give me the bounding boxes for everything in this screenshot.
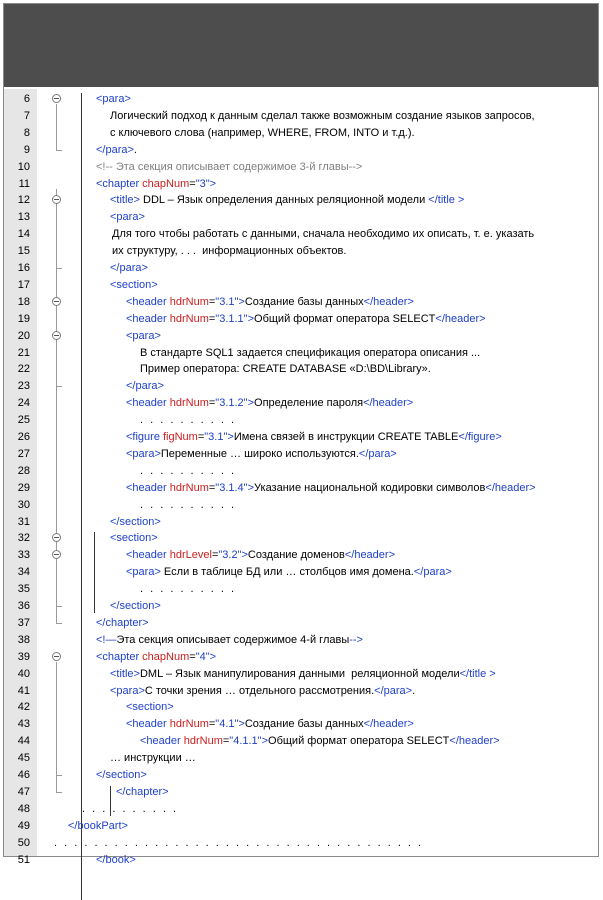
code-text — [96, 142, 137, 159]
line-number: 20 — [17, 329, 30, 342]
code-line[interactable] — [4, 716, 598, 733]
line-number: 9 — [23, 143, 30, 156]
token: <header — [140, 735, 184, 748]
token: chapNum — [142, 650, 190, 663]
line-number: 17 — [17, 278, 30, 291]
line-number: 13 — [17, 211, 30, 224]
code-line[interactable] — [4, 852, 598, 869]
code-text — [54, 835, 423, 852]
token: <para> — [126, 566, 161, 579]
code-text — [126, 311, 486, 328]
token: <section> — [110, 532, 158, 545]
line-number: 45 — [17, 752, 30, 765]
line-number: 49 — [17, 819, 30, 832]
token: . — [412, 684, 416, 697]
code-text — [96, 176, 216, 193]
line-number: 23 — [17, 380, 30, 393]
code-line[interactable] — [4, 649, 598, 666]
line-number: 46 — [17, 769, 30, 781]
code-line[interactable] — [4, 632, 598, 649]
code-line[interactable] — [4, 311, 598, 328]
line-number: 6 — [23, 93, 30, 105]
token: > — [238, 295, 245, 308]
token: </header> — [363, 295, 414, 308]
code-line[interactable] — [4, 429, 598, 446]
code-line[interactable] — [4, 192, 598, 209]
code-line[interactable] — [4, 243, 598, 260]
token: > — [247, 481, 255, 494]
code-text — [140, 581, 236, 598]
token: = — [208, 397, 216, 410]
token: <section> — [110, 278, 158, 291]
code-line[interactable] — [4, 733, 598, 750]
token: figNum — [163, 431, 198, 443]
code-text — [126, 395, 413, 412]
code-line[interactable] — [4, 615, 598, 632]
code-line[interactable] — [4, 395, 598, 412]
token: </para> — [413, 566, 452, 579]
token: = — [211, 549, 219, 562]
token: их структуру, . . . информационных объектов. — [112, 245, 347, 258]
code-line[interactable] — [4, 480, 598, 497]
token: </para> — [374, 684, 413, 697]
line-number: 32 — [17, 532, 30, 545]
token: = — [189, 650, 196, 663]
token: > — [247, 397, 255, 410]
token: Имена связей в инструкции CREATE TABLE — [233, 431, 459, 443]
token: <header — [126, 481, 170, 494]
code-editor[interactable] — [4, 89, 598, 866]
code-line[interactable] — [4, 226, 598, 243]
code-text — [116, 784, 169, 801]
line-number: 40 — [17, 667, 30, 680]
code-line[interactable] — [4, 378, 598, 395]
code-text — [110, 530, 158, 547]
code-line[interactable] — [4, 835, 598, 852]
token: hdrNum — [169, 295, 209, 308]
code-text — [140, 361, 431, 378]
token: <!-- Эта секция описывает содержимое 3-й главы--> — [96, 160, 363, 173]
line-number: 25 — [17, 414, 30, 427]
code-text — [126, 480, 536, 497]
token: > — [209, 177, 217, 190]
token: "4.1.1" — [229, 735, 262, 748]
code-text — [96, 159, 362, 176]
token: </header> — [344, 549, 395, 562]
code-text — [126, 446, 397, 463]
line-number: 26 — [17, 431, 30, 443]
line-number: 22 — [17, 363, 30, 376]
code-text — [126, 378, 164, 395]
token: Общий формат оператора SELECT — [268, 735, 450, 748]
code-text — [140, 733, 500, 750]
token: <para> — [126, 329, 161, 342]
code-line[interactable] — [4, 209, 598, 226]
token: <chapter — [96, 650, 143, 663]
token: </header> — [485, 481, 536, 494]
line-number: 19 — [17, 312, 30, 325]
token: Создание базы данных — [244, 718, 364, 731]
token: --> — [349, 633, 363, 646]
line-number: 34 — [17, 566, 30, 579]
token: <figure — [126, 431, 163, 443]
line-number: 27 — [17, 447, 30, 460]
token: <para> — [110, 684, 145, 697]
token: Указание национальной кодировки символов — [254, 481, 486, 494]
token: hdrNum — [169, 397, 209, 410]
code-line[interactable] — [4, 260, 598, 277]
code-line[interactable] — [4, 345, 598, 362]
code-line[interactable] — [4, 361, 598, 378]
token: <title> — [110, 667, 140, 680]
token: hdrLevel — [169, 549, 212, 562]
token: Переменные … широко используются. — [160, 447, 359, 460]
token: hdrNum — [169, 481, 209, 494]
code-line[interactable] — [4, 750, 598, 767]
token: </para> — [358, 447, 397, 460]
token: </para> — [126, 380, 164, 393]
token: <header — [126, 397, 170, 410]
line-number: 18 — [17, 295, 30, 308]
line-number: 43 — [17, 718, 30, 731]
code-text — [110, 277, 158, 294]
code-line[interactable] — [4, 818, 598, 835]
editor-window — [3, 3, 599, 866]
line-number: 28 — [17, 464, 30, 477]
token: > — [241, 549, 248, 562]
code-line[interactable] — [4, 767, 598, 784]
line-number: 8 — [23, 126, 30, 139]
line-number: 30 — [17, 498, 30, 511]
token: </chapter> — [116, 785, 169, 798]
line-number: 31 — [17, 515, 30, 528]
token: . — [133, 143, 137, 156]
code-text — [126, 429, 502, 446]
code-text — [110, 666, 496, 683]
code-text — [126, 547, 395, 564]
token: </chapter> — [96, 616, 149, 629]
token: Эта секция описывает содержимое 4-й главы — [116, 633, 350, 646]
code-line[interactable] — [4, 412, 598, 429]
code-line[interactable] — [4, 91, 598, 108]
token: <header — [126, 312, 170, 325]
token: . . . . . . . . . . — [140, 583, 237, 596]
line-number: 10 — [17, 160, 30, 173]
token: </title > — [459, 667, 496, 680]
line-number: 12 — [17, 194, 30, 207]
code-text — [140, 497, 236, 514]
line-number: 15 — [17, 245, 30, 258]
line-number: 33 — [17, 549, 30, 562]
code-text — [140, 345, 480, 362]
line-number: 42 — [17, 701, 30, 714]
line-number: 7 — [23, 109, 30, 122]
token: </figure> — [458, 431, 502, 443]
token: В стандарте SQL1 задается спецификация оператора описания ... — [140, 346, 481, 359]
token: </header> — [435, 312, 486, 325]
line-number: 35 — [17, 583, 30, 596]
token: <title> — [110, 194, 140, 207]
token: "3.1.4" — [215, 481, 248, 494]
code-line[interactable] — [4, 446, 598, 463]
token: с ключевого слова (например, WHERE, FROM, INTO и т.д.). — [110, 126, 415, 139]
code-line[interactable] — [4, 581, 598, 598]
token: hdrNum — [169, 718, 209, 731]
token: Определение пароля — [254, 397, 364, 410]
token: Пример оператора: CREATE DATABASE «D:\BD\Library». — [140, 363, 431, 376]
top-bar — [4, 4, 598, 87]
code-line[interactable] — [4, 683, 598, 700]
token: "3.1.1" — [215, 312, 248, 325]
code-text — [126, 699, 174, 716]
token: > — [238, 718, 245, 731]
line-number: 38 — [17, 633, 30, 646]
token: = — [208, 481, 216, 494]
code-text — [140, 412, 236, 429]
token: = — [197, 431, 205, 443]
token: . . . . . . . . . . — [140, 414, 237, 427]
code-line[interactable] — [4, 277, 598, 294]
code-text — [110, 598, 161, 615]
code-text — [96, 649, 216, 666]
token: С точки зрения … отдельного рассмотрения. — [144, 684, 375, 697]
token: "3.1.2" — [215, 397, 248, 410]
token: "3.1" — [215, 295, 239, 308]
code-text — [110, 108, 535, 125]
token: = — [208, 718, 216, 731]
token: </section> — [110, 600, 161, 612]
token: DDL – Язык определения данных реляционной модели — [139, 194, 429, 207]
code-text — [110, 192, 464, 209]
token: <chapter — [96, 177, 143, 190]
code-line[interactable] — [4, 530, 598, 547]
token: <para> — [126, 447, 161, 460]
token: <para> — [96, 93, 131, 105]
code-text — [110, 683, 415, 700]
code-line[interactable] — [4, 801, 598, 818]
code-text — [96, 615, 149, 632]
token: <!— — [96, 633, 117, 646]
token: … инструкции … — [110, 752, 196, 765]
token: Если в таблице БД или … столбцов имя домена. — [160, 566, 414, 579]
line-number: 51 — [17, 853, 30, 866]
code-line[interactable] — [4, 784, 598, 801]
code-text — [96, 632, 363, 649]
token: </title > — [428, 194, 465, 207]
code-text — [112, 243, 346, 260]
code-text — [96, 767, 147, 784]
code-text — [126, 716, 414, 733]
token: chapNum — [142, 177, 190, 190]
line-number: 47 — [17, 785, 30, 798]
token: "4.1" — [215, 718, 239, 731]
token: </header> — [449, 735, 500, 748]
code-line[interactable] — [4, 142, 598, 159]
code-line[interactable] — [4, 159, 598, 176]
line-number: 39 — [17, 650, 30, 663]
code-line[interactable] — [4, 463, 598, 480]
token: = — [222, 735, 230, 748]
token: </section> — [110, 515, 161, 528]
code-line[interactable] — [4, 108, 598, 125]
code-line[interactable] — [4, 176, 598, 193]
token: <header — [126, 549, 170, 562]
token: </book> — [96, 853, 136, 866]
code-text — [68, 818, 128, 835]
code-line[interactable] — [4, 328, 598, 345]
line-number: 41 — [17, 684, 30, 697]
token: <para> — [110, 211, 145, 224]
token: hdrNum — [183, 735, 223, 748]
token: . . . . . . . . . . . . . . . . . . . . . . . . . . . . . . . . . . . . . — [54, 836, 424, 849]
code-text — [110, 750, 196, 767]
token: Общий формат оператора SELECT — [254, 312, 436, 325]
token: > — [227, 431, 234, 443]
code-text — [126, 294, 414, 311]
code-text — [82, 801, 178, 818]
token: = — [208, 295, 216, 308]
token: = — [189, 177, 196, 190]
token: . . . . . . . . . . — [140, 498, 237, 511]
line-number: 50 — [17, 836, 30, 849]
line-number: 16 — [17, 262, 30, 274]
code-text — [110, 260, 148, 277]
token: <section> — [126, 701, 174, 714]
line-number: 36 — [17, 600, 30, 612]
code-text — [112, 226, 534, 243]
line-number: 48 — [17, 802, 30, 815]
code-line[interactable] — [4, 497, 598, 514]
line-number: 29 — [17, 481, 30, 494]
token: </para> — [110, 262, 148, 274]
token: hdrNum — [169, 312, 209, 325]
token: = — [208, 312, 216, 325]
code-line[interactable] — [4, 547, 598, 564]
token: "3.2" — [218, 549, 242, 562]
token: </bookPart> — [68, 819, 128, 832]
token: <header — [126, 718, 170, 731]
code-line[interactable] — [4, 294, 598, 311]
code-line[interactable] — [4, 666, 598, 683]
code-text — [126, 564, 452, 581]
token: </section> — [96, 769, 147, 781]
token: . . . . . . . . . . — [140, 464, 237, 477]
code-text — [96, 852, 136, 869]
code-line[interactable] — [4, 564, 598, 581]
line-number: 21 — [17, 346, 30, 359]
token: . . . . . . . . . . — [82, 802, 179, 815]
token: "3" — [195, 177, 210, 190]
code-text — [96, 91, 131, 108]
token: "4" — [195, 650, 210, 663]
token: </header> — [363, 718, 414, 731]
token: > — [247, 312, 255, 325]
code-line[interactable] — [4, 514, 598, 531]
token: Создание базы данных — [244, 295, 364, 308]
token: Логический подход к данным сделал также возможным создание языков запросов, — [110, 109, 535, 122]
token: </para> — [96, 143, 134, 156]
code-text — [110, 514, 161, 531]
line-number: 37 — [17, 616, 30, 629]
token: </header> — [363, 397, 414, 410]
token: <header — [126, 295, 170, 308]
code-text — [126, 328, 161, 345]
line-number: 11 — [18, 177, 30, 190]
code-text — [140, 463, 236, 480]
code-line[interactable] — [4, 598, 598, 615]
token: DML – Язык манипулирования данными реляционной модели — [139, 667, 460, 680]
code-line[interactable] — [4, 699, 598, 716]
code-line[interactable] — [4, 125, 598, 142]
line-number: 14 — [17, 228, 30, 241]
token: Создание доменов — [247, 549, 345, 562]
token: "3.1" — [204, 431, 228, 443]
line-number: 44 — [17, 735, 30, 748]
token: Для того чтобы работать с данными, сначала необходимо их описать, т. е. указать — [112, 228, 535, 241]
code-text — [110, 209, 145, 226]
token: > — [261, 735, 269, 748]
token: > — [209, 650, 217, 663]
line-number: 24 — [17, 397, 30, 410]
code-text — [110, 125, 415, 142]
